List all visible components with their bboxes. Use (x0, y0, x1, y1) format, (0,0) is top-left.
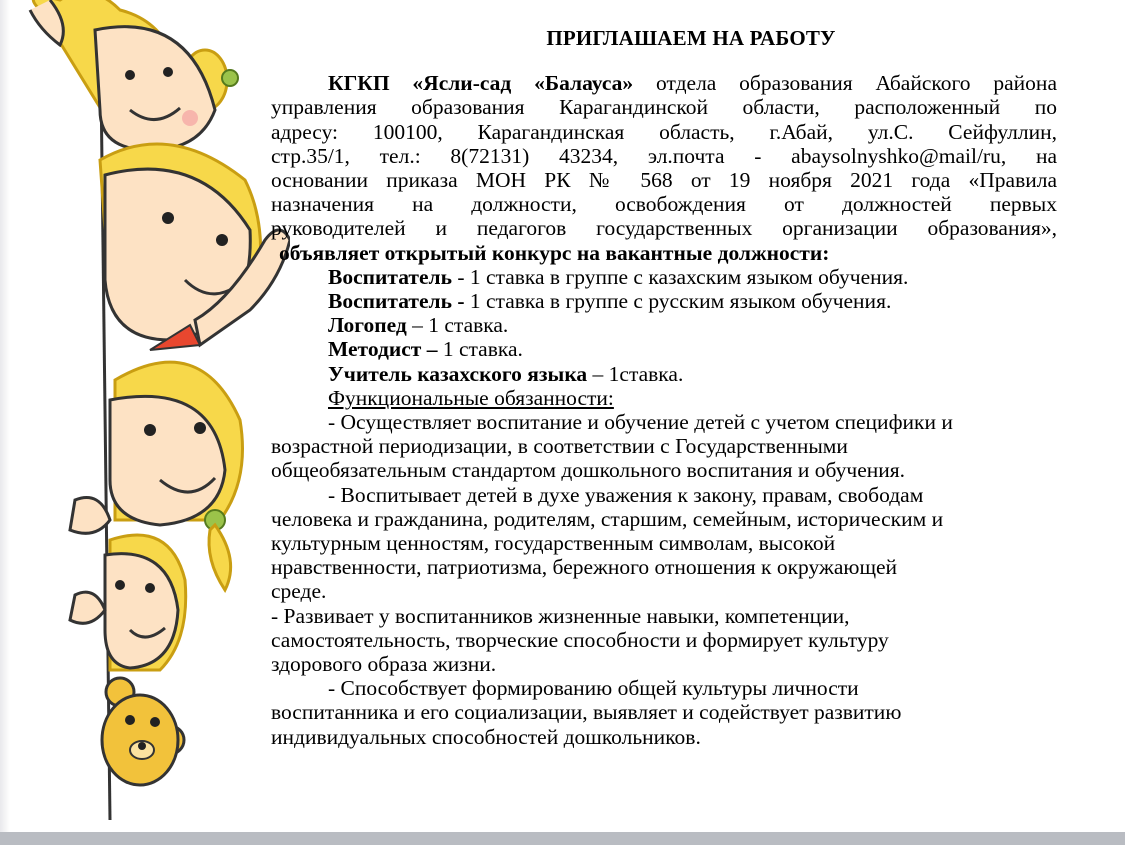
duty-line: воспитанника и его социализации, выявляет и содействует развитию (271, 700, 902, 725)
vacancy-item (271, 313, 1057, 337)
duty-line: здорового образа жизни. (271, 652, 497, 677)
duties-heading-text: Функциональные обязанности: (328, 385, 614, 410)
intro-text: отдела образования Абайского района (633, 71, 1057, 96)
intro-line-3: адресу: 100100, Карагандинская область, г.Абай, ул.С. Сейфуллин, (271, 119, 1057, 144)
intro-line-2: управления образования Карагандинской области, расположенный по (271, 95, 1057, 120)
vacancy-detail: 1 ставка в группе с русским языком обучения. (464, 289, 892, 314)
duty-line: - Осуществляет воспитание и обучение детей с учетом специфики и (328, 410, 953, 435)
vacancy-item (271, 289, 1057, 313)
duty-line: культурным ценностям, государственным символам, высокой (271, 531, 836, 556)
vacancy-role: Логопед (328, 313, 407, 338)
teddy-bear (102, 678, 184, 785)
duty-line: общеобязательным стандартом дошкольного воспитания и обучения. (271, 458, 906, 483)
duty-line: - Способствует формированию общей культуры личности (328, 676, 859, 701)
duty-line: - Развивает у воспитанников жизненные навыки, компетенции, (271, 603, 850, 628)
intro-line-1 (271, 71, 1057, 95)
intro-line-7: руководителей и педагогов государственных организации образования», (271, 216, 1057, 241)
announce-line (271, 241, 1057, 265)
vacancy-detail: – 1 ставка. (406, 313, 509, 338)
vacancy-role: Воспитатель (328, 264, 452, 289)
vacancy-item (271, 362, 1057, 386)
child-face-2 (100, 144, 290, 350)
job-announcement (271, 26, 1057, 749)
duty-line: индивидуальных способностей дошкольников. (271, 724, 701, 749)
vacancy-item (271, 265, 1057, 289)
bottom-border (0, 832, 1125, 845)
children-illustration (0, 0, 290, 832)
duty-line: среде. (271, 579, 327, 604)
intro-line-5: основании приказа МОН РК № 568 от 19 ноября 2021 года «Правила (271, 168, 1057, 193)
announce-text: объявляет открытый конкурс на вакантные должности: (279, 240, 830, 265)
vacancy-role: Воспитатель - (328, 289, 465, 314)
intro-line-6: назначения на должности, освобождения от должностей первых (271, 192, 1057, 217)
vacancy-detail: 1 ставка. (437, 337, 523, 362)
duty-line: - Воспитывает детей в духе уважения к закону, правам, свободам (328, 482, 924, 507)
vacancy-role: Учитель казахского языка (328, 361, 588, 386)
duty-line: человека и гражданина, родителям, старшим, семейным, историческим и (271, 506, 944, 531)
duty-line: самостоятельность, творческие способности и формирует культуру (271, 627, 889, 652)
page-title: ПРИГЛАШАЕМ НА РАБОТУ (546, 26, 836, 50)
vacancy-role: Методист – (328, 337, 438, 362)
child-face-1 (30, 0, 238, 150)
intro-line-4: стр.35/1, тел.: 8(72131) 43234, эл.почта - abaysolnyshko@mail/ru, на (271, 143, 1057, 168)
child-face-4 (70, 535, 186, 670)
duties-heading (271, 386, 1057, 410)
org-name: КГКП «Ясли-сад «Балауса» (328, 71, 634, 96)
duty-line: возрастной периодизации, в соответствии с Государственными (271, 434, 848, 459)
vacancy-detail: - 1 ставка в группе с казахским языком обучения. (451, 264, 909, 289)
vacancy-detail: – 1ставка. (587, 361, 684, 386)
vacancy-item (271, 337, 1057, 361)
duty-line: нравственности, патриотизма, бережного отношения к окружающей (271, 555, 898, 580)
